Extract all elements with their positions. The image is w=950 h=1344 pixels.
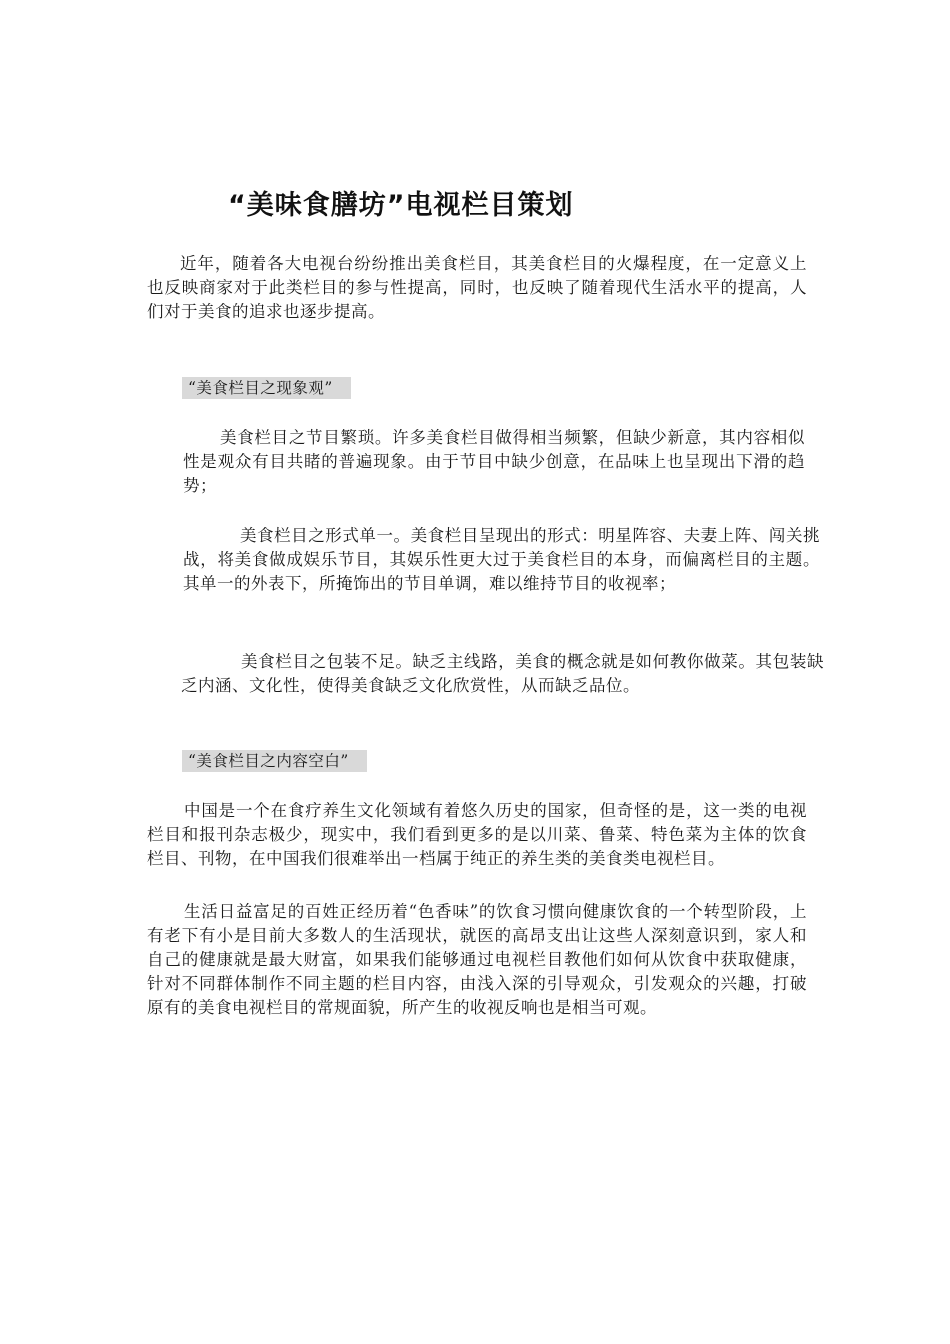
section-heading-phenomenon: “美食栏目之现象观” (182, 377, 351, 399)
section1-paragraph-2: 美食栏目之形式单一。美食栏目呈现出的形式：明星阵容、夫妻上阵、闯关挑战，将美食做成娱乐节目，其娱乐性更大过于美食栏目的本身，而偏离栏目的主题。其单一的外表下，所掩饰出的节目单调，难以维持节目的收视率； (183, 526, 820, 593)
section1-paragraph-1: 美食栏目之节目繁琐。许多美食栏目做得相当频繁，但缺少新意，其内容相似性是观众有目共睹的普遍现象。由于节目中缺少创意，在品味上也呈现出下滑的趋势； (183, 428, 805, 495)
section-heading-content-gap: “美食栏目之内容空白” (182, 750, 367, 772)
section2-paragraph-1: 中国是一个在食疗养生文化领域有着悠久历史的国家，但奇怪的是，这一类的电视栏目和报刊杂志极少，现实中，我们看到更多的是以川菜、鲁菜、特色菜为主体的饮食栏目、刊物，在中国我们很难举出一档属于纯正的养生类的美食类电视栏目。 (147, 801, 807, 868)
document-title: “美味食膳坊”电视栏目策划 (228, 190, 574, 221)
section2-paragraph-2: 生活日益富足的百姓正经历着“色香味”的饮食习惯向健康饮食的一个转型阶段，上有老下有小是目前大多数人的生活现状，就医的高昂支出让这些人深刻意识到，家人和自己的健康就是最大财富，如果我们能够通过电视栏目教他们如何从饮食中获取健康，针对不同群体制作不同主题的栏目内容，由浅入深的引导观众，引发观众的兴趣，打破原有的美食电视栏目的常规面貌，所产生的收视反响也是相当可观。 (147, 902, 807, 1017)
intro-paragraph: 近年，随着各大电视台纷纷推出美食栏目，其美食栏目的火爆程度，在一定意义上也反映商家对于此类栏目的参与性提高，同时，也反映了随着现代生活水平的提高，人们对于美食的追求也逐步提高。 (147, 254, 807, 321)
section1-paragraph-3: 美食栏目之包装不足。缺乏主线路，美食的概念就是如何教你做菜。其包装缺乏内涵、文化性，使得美食缺乏文化欣赏性，从而缺乏品位。 (181, 652, 824, 695)
